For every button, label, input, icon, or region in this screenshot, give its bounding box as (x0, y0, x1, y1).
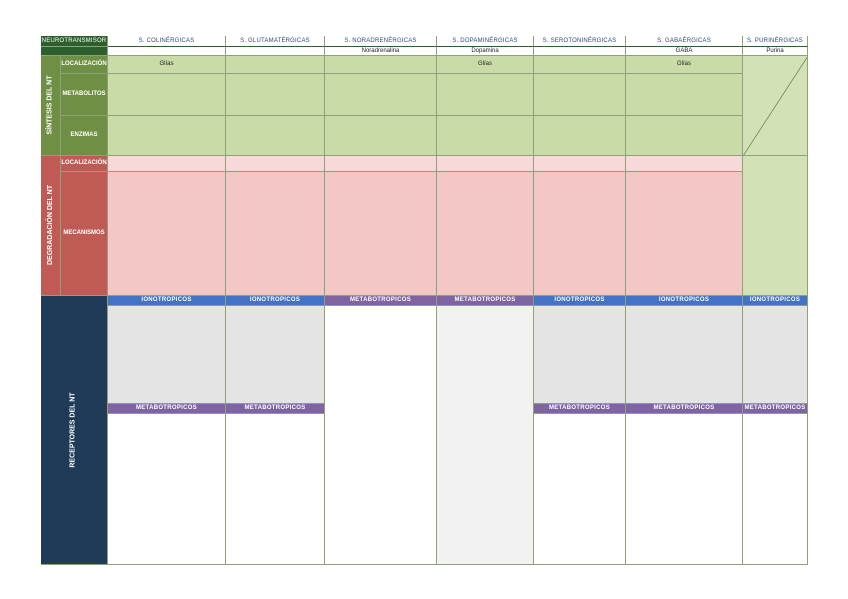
synthesis-cell (226, 74, 325, 116)
degradation-cell (626, 156, 743, 172)
row-label-enzimas: ENZIMAS (61, 116, 108, 156)
nt-name-cell: Purina (743, 47, 808, 56)
synthesis-cell: Glías (626, 56, 743, 74)
receptor-cell (626, 306, 743, 404)
purinergic-synthesis-block (743, 56, 808, 156)
degradation-cell (108, 172, 226, 296)
synthesis-cell (534, 56, 626, 74)
receptor-type-band: METABOTRÓPICOS (108, 404, 226, 414)
receptor-type-band: METABOTRÓPICOS (325, 296, 437, 306)
row-label-lugar: LOCALIZACIÓN (61, 156, 108, 172)
receptor-type-band: IONOTRÓPICOS (743, 296, 808, 306)
synthesis-cell (534, 74, 626, 116)
column-header: S. PURINÉRGICAS (743, 36, 808, 47)
section-receptors-label: RECEPTORES DEL NT (41, 296, 108, 565)
synthesis-cell (325, 74, 437, 116)
section-synthesis-label: SÍNTESIS DEL NT (41, 56, 61, 156)
degradation-cell (325, 172, 437, 296)
nt-name-cell (108, 47, 226, 56)
nt-name-cell: GABA (626, 47, 743, 56)
synthesis-cell (325, 56, 437, 74)
receptor-type-band: IONOTRÓPICOS (226, 296, 325, 306)
corner-header: NEUROTRANSMISOR (41, 36, 108, 47)
synthesis-cell (226, 56, 325, 74)
neurotransmitter-table (41, 36, 808, 565)
purinergic-degradation-block (743, 156, 808, 296)
diagonal-strike (743, 56, 808, 156)
receptor-cell (743, 414, 808, 565)
receptor-type-band: METABOTRÓPICOS (626, 404, 743, 414)
nt-name-cell (534, 47, 626, 56)
degradation-cell (437, 156, 534, 172)
nt-name-cell: Noradrenalina (325, 47, 437, 56)
row-label-localizacion: LOCALIZACIÓN (61, 56, 108, 74)
synthesis-cell: Glías (108, 56, 226, 74)
synthesis-cell (437, 74, 534, 116)
receptor-cell (743, 306, 808, 404)
section-degradation-label: DEGRADACIÓN DEL NT (41, 156, 61, 296)
receptor-type-band: IONOTRÓPICOS (626, 296, 743, 306)
degradation-cell (534, 172, 626, 296)
synthesis-cell (108, 74, 226, 116)
row-label-mecanismo: MECANISMOS (61, 172, 108, 296)
column-header: S. SEROTONINÉRGICAS (534, 36, 626, 47)
synthesis-cell (534, 116, 626, 156)
receptor-cell (226, 306, 325, 404)
column-header: S. GLUTAMATÉRGICAS (226, 36, 325, 47)
degradation-cell (626, 172, 743, 296)
synthesis-cell (626, 74, 743, 116)
receptor-merged-cell (437, 306, 534, 565)
degradation-cell (437, 172, 534, 296)
column-header: S. DOPAMINÉRGICAS (437, 36, 534, 47)
receptor-cell (626, 414, 743, 565)
degradation-cell (534, 156, 626, 172)
receptor-cell (226, 414, 325, 565)
synthesis-cell (437, 116, 534, 156)
nt-name-row-label (41, 47, 108, 56)
synthesis-cell (108, 116, 226, 156)
synthesis-cell: Glías (437, 56, 534, 74)
receptor-merged-cell (325, 306, 437, 565)
receptor-type-band: METABOTRÓPICOS (534, 404, 626, 414)
degradation-cell (226, 172, 325, 296)
receptor-type-band: METABOTRÓPICOS (226, 404, 325, 414)
nt-name-cell (226, 47, 325, 56)
degradation-cell (325, 156, 437, 172)
nt-name-cell: Dopamina (437, 47, 534, 56)
receptor-cell (108, 306, 226, 404)
column-header: S. GABAÉRGICAS (626, 36, 743, 47)
receptor-cell (534, 414, 626, 565)
column-header: S. NORADRENÉRGICAS (325, 36, 437, 47)
synthesis-cell (626, 116, 743, 156)
receptor-type-band: IONOTRÓPICOS (108, 296, 226, 306)
receptor-type-band: IONOTRÓPICOS (534, 296, 626, 306)
receptor-cell (534, 306, 626, 404)
receptor-cell (108, 414, 226, 565)
receptor-type-band: METABOTRÓPICOS (437, 296, 534, 306)
degradation-cell (108, 156, 226, 172)
column-header: S. COLINÉRGICAS (108, 36, 226, 47)
degradation-cell (226, 156, 325, 172)
row-label-metabolitos: METABOLITOS (61, 74, 108, 116)
receptor-type-band: METABOTRÓPICOS (743, 404, 808, 414)
synthesis-cell (325, 116, 437, 156)
synthesis-cell (226, 116, 325, 156)
